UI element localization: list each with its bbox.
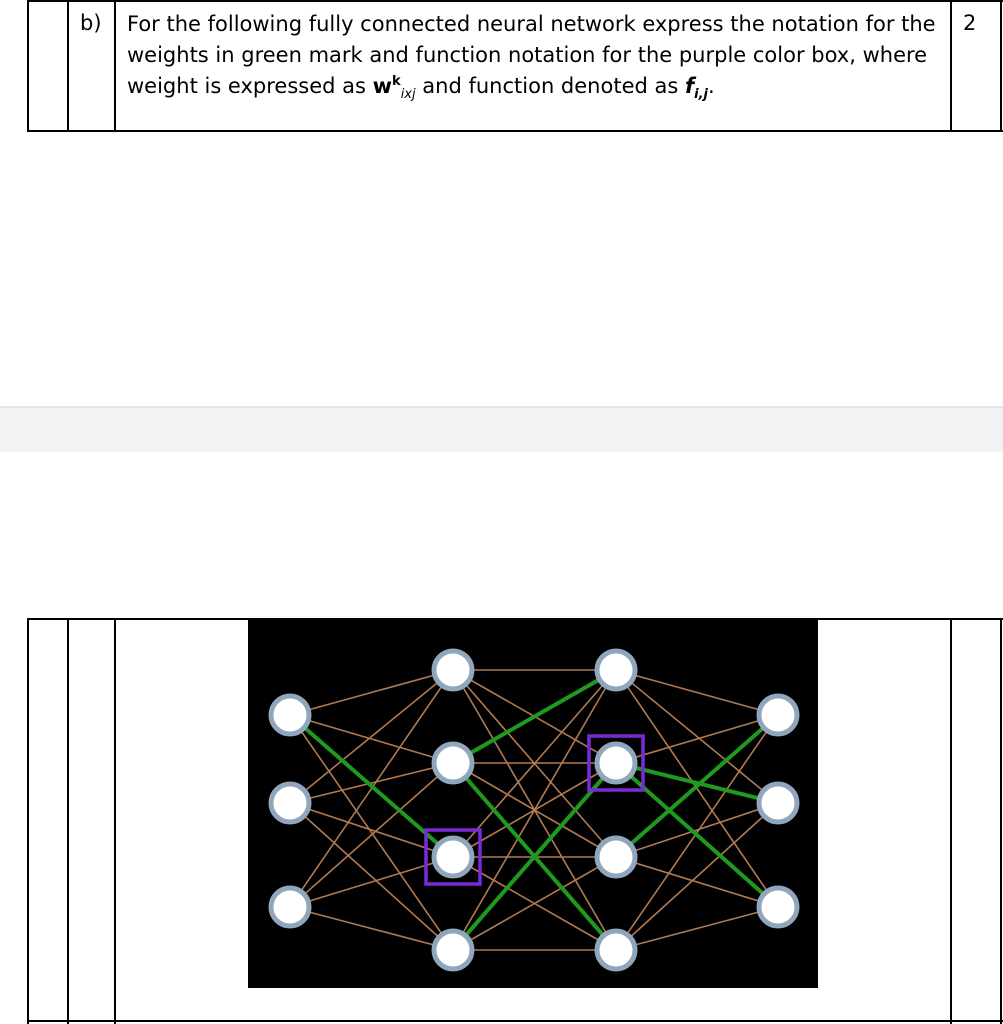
figure-col-border-5 [1000, 618, 1002, 1024]
network-node [434, 931, 472, 969]
network-node [597, 651, 635, 689]
neural-network-diagram [248, 620, 818, 988]
figure-row [0, 452, 1003, 1024]
function-subscript: i,j [694, 87, 708, 103]
network-node [597, 744, 635, 782]
weight-notation [372, 74, 416, 103]
neural-network-figure [248, 620, 818, 988]
table-col-border-4 [950, 0, 952, 132]
figure-col-border-3 [114, 618, 116, 1024]
table-top-border [27, 0, 1003, 2]
weight-edge [290, 670, 453, 715]
weight-edge [290, 715, 453, 950]
weight-superscript: k [392, 74, 401, 89]
network-node [597, 931, 635, 969]
network-node [434, 838, 472, 876]
marks-value: 2 [963, 11, 977, 35]
network-node [434, 651, 472, 689]
page-separator [0, 406, 1003, 452]
weight-edge [616, 670, 778, 715]
figure-table-bottom-border [27, 1020, 1003, 1022]
network-node [597, 838, 635, 876]
weight-symbol: w [372, 74, 393, 98]
network-node [271, 888, 309, 926]
network-node [759, 696, 797, 734]
weight-subscript: ixj [400, 87, 416, 103]
weight-edge [290, 857, 453, 907]
table-bottom-border [27, 130, 1003, 132]
question-text-part2: and function denoted as [415, 74, 685, 98]
figure-col-border-1 [27, 618, 29, 1024]
figure-col-border-2 [67, 618, 69, 1024]
function-symbol: f [684, 74, 695, 98]
question-text-end: . [707, 74, 715, 98]
function-notation [684, 74, 708, 103]
figure-col-border-4 [950, 618, 952, 1024]
table-col-border-5 [1000, 0, 1002, 132]
network-node [271, 784, 309, 822]
table-col-border-3 [114, 0, 116, 132]
question-text-part1: For the following fully connected neural network express the notation for the weights in green mark and function notation for the purple color box, where weight is expressed as [127, 12, 936, 98]
weight-edge [616, 803, 778, 857]
question-label: b) [80, 11, 102, 35]
network-node [759, 888, 797, 926]
network-node [434, 744, 472, 782]
question-text [127, 9, 942, 102]
network-node [759, 784, 797, 822]
weight-edge [616, 857, 778, 907]
network-node [271, 696, 309, 734]
weight-edge [616, 715, 778, 763]
edge-group [290, 670, 778, 950]
table-col-border-2 [67, 0, 69, 132]
weight-edge [290, 715, 453, 763]
question-row [0, 0, 1003, 406]
table-col-border-1 [27, 0, 29, 132]
